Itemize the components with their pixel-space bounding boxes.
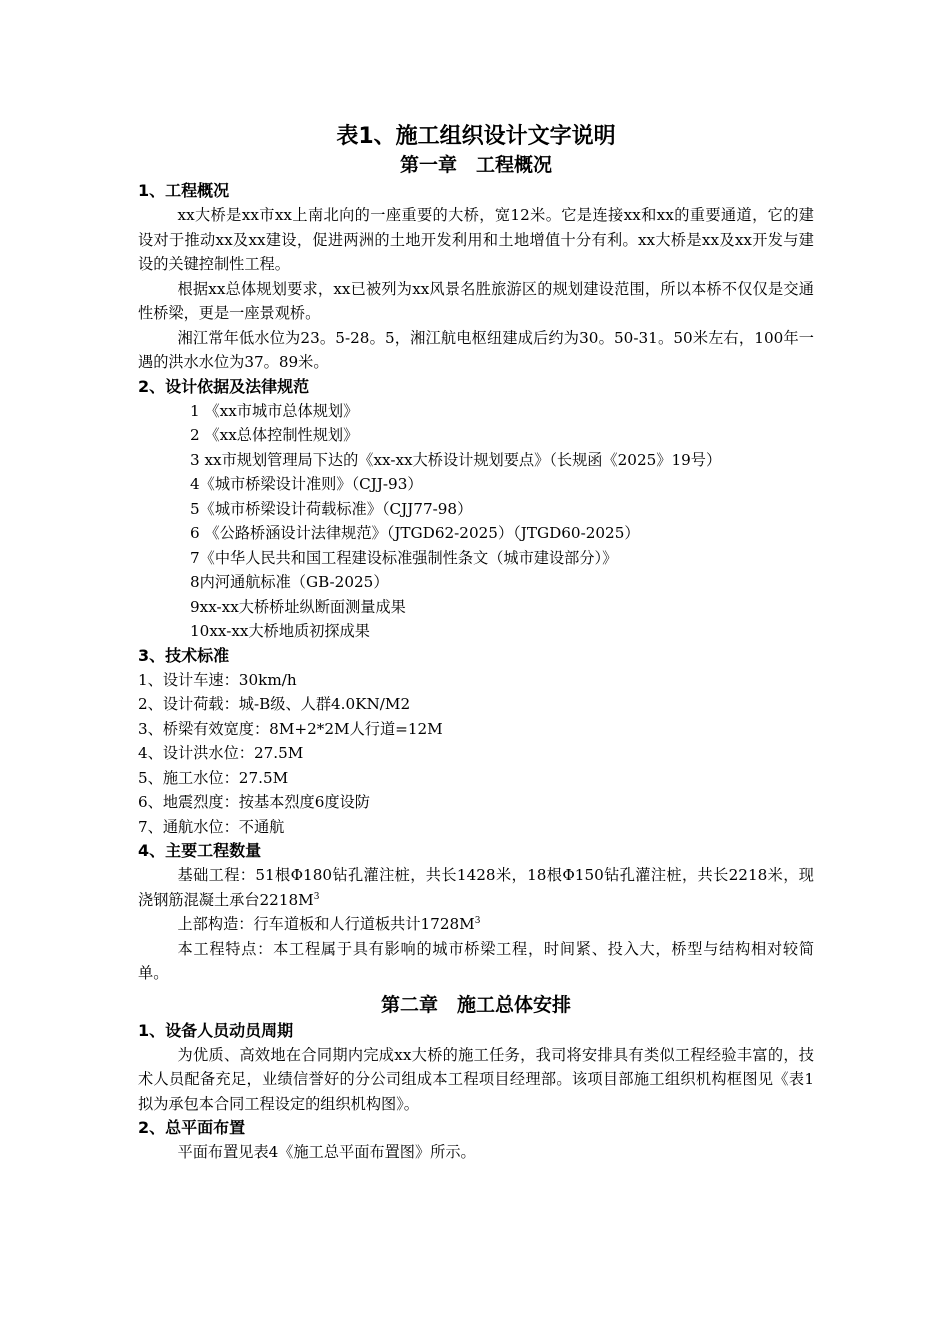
section-1-3-heading: 3、技术标准 <box>138 645 230 665</box>
paragraph-text: 上部构造：行车道板和人行道板共计1728M <box>177 915 475 933</box>
paragraph <box>138 863 814 912</box>
paragraph: 根据xx总体规划要求，xx已被列为xx风景名胜旅游区的规划建设范围，所以本桥不仅仅是交通性桥梁，更是一座景观桥。 <box>138 279 814 322</box>
reference-item: 5《城市桥梁设计荷载标准》（CJJ77-98） <box>190 499 473 518</box>
standard-item: 6、地震烈度：按基本烈度6度设防 <box>138 793 370 811</box>
standard-item: 1、设计车速：30km/h <box>138 670 297 689</box>
chapter-2-heading: 第二章 施工总体安排 <box>380 993 571 1016</box>
reference-item: 4《城市桥梁设计准则》（CJJ-93） <box>190 475 423 493</box>
paragraph <box>138 912 814 937</box>
standard-item: 4、设计洪水位：27.5M <box>138 744 304 762</box>
chapter-1-heading: 第一章 工程概况 <box>399 154 552 176</box>
reference-item: 9xx-xx大桥桥址纵断面测量成果 <box>190 597 406 616</box>
document-title: 表1、施工组织设计文字说明 <box>336 124 616 149</box>
standard-item: 2、设计荷载：城-B级、人群4.0KN/M2 <box>138 695 411 713</box>
superscript: 3 <box>313 891 320 902</box>
paragraph: 本工程特点：本工程属于具有影响的城市桥梁工程，时间紧、投入大，桥型与结构相对较简单。 <box>138 939 814 982</box>
reference-item: 10xx-xx大桥地质初探成果 <box>190 622 370 640</box>
paragraph: 平面布置见表4《施工总平面布置图》所示。 <box>177 1143 476 1161</box>
paragraph: 湘江常年低水位为23。5-28。5，湘江航电枢纽建成后约为30。50-31。50米左右，100年一遇的洪水水位为37。89米。 <box>138 328 814 371</box>
section-2-2-heading: 2、总平面布置 <box>138 1118 246 1137</box>
section-2-1-heading: 1、设备人员动员周期 <box>138 1020 294 1040</box>
reference-item: 2 《xx总体控制性规划》 <box>190 426 359 444</box>
reference-item: 8内河通航标准（GB-2025） <box>190 573 389 591</box>
reference-item: 6 《公路桥涵设计法律规范》（JTGD62-2025）（JTGD60-2025） <box>190 524 640 542</box>
paragraph: xx大桥是xx市xx上南北向的一座重要的大桥，宽12米。它是连接xx和xx的重要通道，它的建设对于推动xx及xx建设，促进两洲的土地开发利用和土地增值十分有利。xx大桥是xx及xx开发与建设的关键控制性工程。 <box>138 206 814 273</box>
reference-item: 1 《xx市城市总体规划》 <box>190 401 359 420</box>
superscript: 3 <box>474 915 481 926</box>
standard-item: 5、施工水位：27.5M <box>138 768 289 787</box>
paragraph: 为优质、高效地在合同期内完成xx大桥的施工任务，我司将安排具有类似工程经验丰富的，技术人员配备充足，业绩信誉好的分公司组成本工程项目经理部。该项目部施工组织机构框图见《表1拟为承包本合同工程设定的组织机构图》。 <box>138 1045 814 1113</box>
paragraph-text: 基础工程：51根Φ180钻孔灌注桩，共长1428米，18根Φ150钻孔灌注桩，共长2218米，现浇钢筋混凝土承台2218M <box>138 866 814 909</box>
document-page <box>138 122 814 1165</box>
section-1-2-heading: 2、设计依据及法律规范 <box>138 376 310 396</box>
standard-item: 7、通航水位：不通航 <box>138 817 285 836</box>
reference-item: 3 xx市规划管理局下达的《xx-xx大桥设计规划要点》（长规函《2025》19号） <box>190 450 722 469</box>
section-1-4-heading: 4、主要工程数量 <box>138 841 262 860</box>
section-1-1-heading: 1、工程概况 <box>138 181 230 200</box>
standard-item: 3、桥梁有效宽度：8M+2*2M人行道=12M <box>138 719 443 738</box>
reference-item: 7《中华人民共和国工程建设标准强制性条文（城市建设部分）》 <box>190 548 618 567</box>
